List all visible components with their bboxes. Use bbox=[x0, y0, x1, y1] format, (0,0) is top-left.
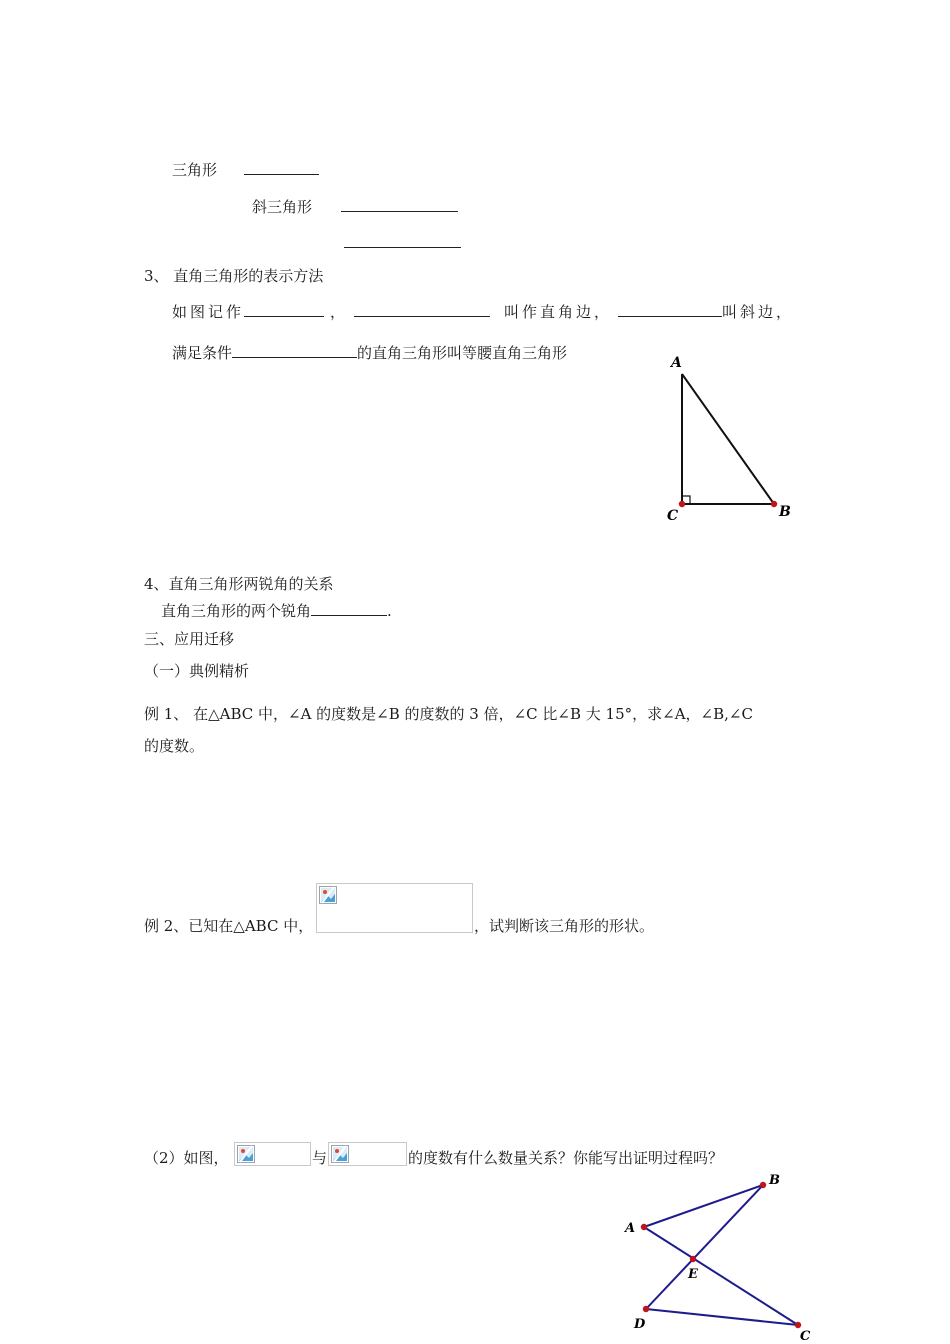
triangle-blank bbox=[244, 160, 319, 175]
oblique-label: 斜三角形 bbox=[252, 198, 313, 216]
point-a bbox=[641, 1224, 647, 1230]
label-e: E bbox=[688, 1267, 698, 1282]
example1-line1: 例 1、 在△ABC 中，∠A 的度数是∠B 的度数的 3 倍，∠C 比∠B 大 15°，求∠A，∠B,∠C bbox=[144, 705, 753, 723]
condition-label: 满足条件 bbox=[172, 344, 233, 362]
broken-image-icon bbox=[319, 886, 337, 904]
oblique-row-2 bbox=[344, 233, 461, 253]
figure2-lines bbox=[644, 1185, 798, 1325]
part3-heading: 三、应用迁移 bbox=[144, 630, 235, 648]
acute-angles-label: 直角三角形的两个锐角 bbox=[161, 602, 312, 620]
label-c: C bbox=[800, 1329, 811, 1344]
bowtie-figure bbox=[610, 1165, 820, 1344]
period: . bbox=[387, 602, 392, 620]
oblique-blank-1 bbox=[341, 197, 458, 212]
label-b: B bbox=[779, 504, 791, 520]
point-b bbox=[760, 1182, 766, 1188]
notation-blank bbox=[244, 302, 324, 317]
example2-suffix: ，试判断该三角形的形状。 bbox=[474, 917, 655, 935]
point-c bbox=[679, 501, 685, 507]
question2-prefix: （2）如图， bbox=[144, 1149, 229, 1167]
triangle-edges bbox=[682, 374, 774, 504]
example2-formula-image bbox=[316, 883, 473, 933]
point-b bbox=[771, 501, 777, 507]
section3-line2 bbox=[172, 343, 567, 363]
question2-suffix: 的度数有什么数量关系？你能写出证明过程吗？ bbox=[408, 1149, 724, 1167]
part3-subheading: （一）典例精析 bbox=[144, 662, 250, 680]
isosceles-right-label: 的直角三角形叫等腰直角三角形 bbox=[357, 344, 568, 362]
label-a: A bbox=[625, 1221, 636, 1236]
oblique-row bbox=[252, 197, 458, 217]
section4-line bbox=[161, 601, 392, 621]
example1-line2: 的度数。 bbox=[144, 737, 205, 755]
label-a: A bbox=[671, 355, 682, 371]
comma: ， bbox=[330, 303, 349, 321]
hypotenuse-label: 叫斜边， bbox=[722, 303, 795, 321]
broken-image-icon bbox=[237, 1145, 255, 1163]
hypotenuse-blank bbox=[618, 302, 722, 317]
angle-image-2 bbox=[328, 1142, 407, 1166]
label-d: D bbox=[634, 1317, 646, 1332]
example2-prefix: 例 2、已知在△ABC 中， bbox=[144, 917, 314, 935]
point-d bbox=[643, 1306, 649, 1312]
point-e bbox=[690, 1256, 696, 1262]
question2-middle: 与 bbox=[312, 1149, 328, 1167]
broken-image-icon bbox=[331, 1145, 349, 1163]
triangle-label: 三角形 bbox=[172, 161, 218, 179]
legs-blank bbox=[354, 302, 490, 317]
legs-label: 叫作直角边， bbox=[504, 303, 613, 321]
angle-image-1 bbox=[234, 1142, 311, 1166]
section3-heading: 3、 直角三角形的表示方法 bbox=[144, 267, 324, 285]
notation-label: 如图记作 bbox=[172, 303, 245, 321]
condition-blank bbox=[232, 343, 357, 358]
label-b: B bbox=[769, 1173, 780, 1188]
oblique-blank-2 bbox=[344, 233, 461, 248]
acute-angles-blank bbox=[311, 601, 387, 616]
point-c bbox=[795, 1322, 801, 1328]
right-triangle-figure bbox=[660, 350, 800, 530]
label-c: C bbox=[667, 508, 679, 524]
triangle-row bbox=[172, 160, 319, 180]
section4-heading: 4、直角三角形两锐角的关系 bbox=[144, 575, 334, 593]
section3-line1 bbox=[172, 302, 794, 322]
